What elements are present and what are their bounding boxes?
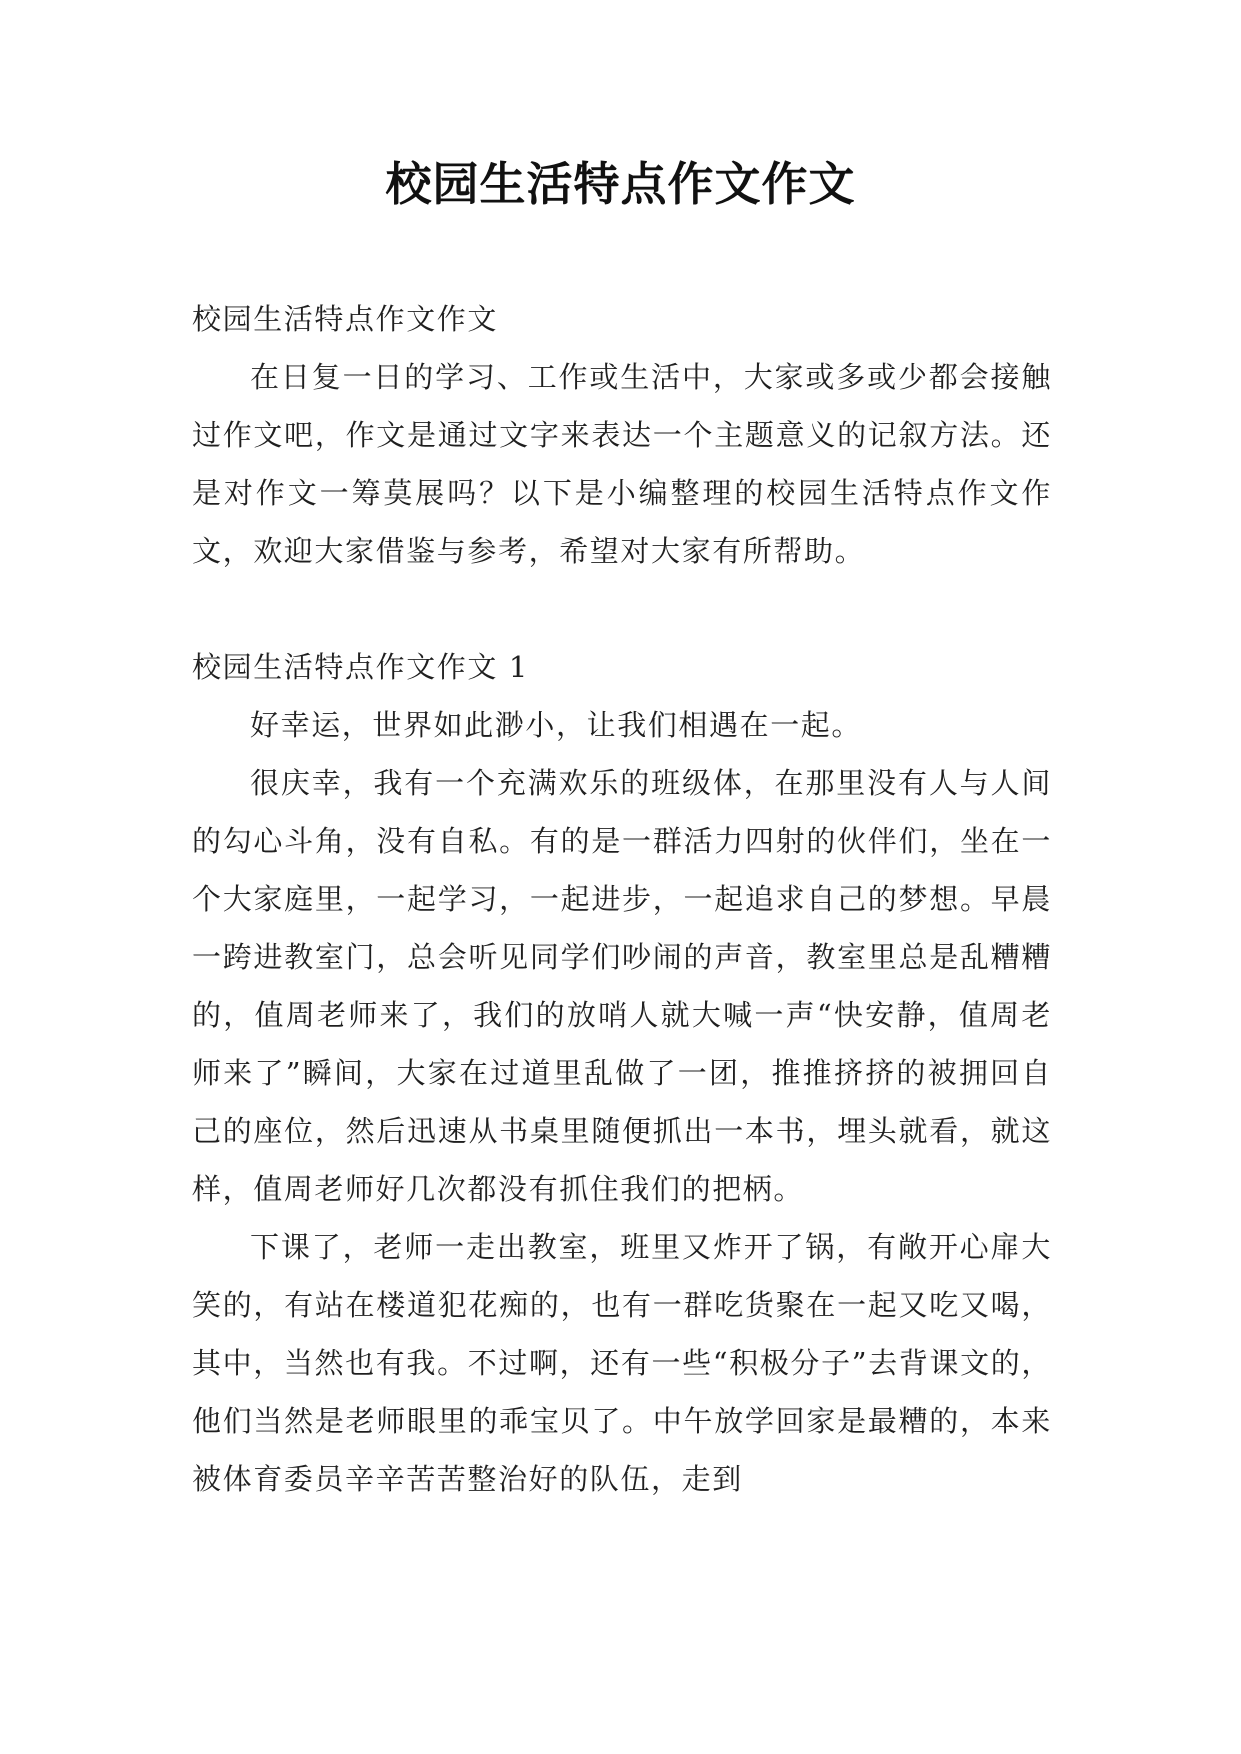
intro-paragraph: 在日复一日的学习、工作或生活中，大家或多或少都会接触过作文吧，作文是通过文字来表达一个主题意义的记叙方法。还是对作文一筹莫展吗？以下是小编整理的校园生活特点作文作文，欢迎大家借鉴与参考，希望对大家有所帮助。	[192, 360, 1052, 568]
intro-heading: 校园生活特点作文作文	[192, 302, 499, 336]
body-paragraph-2: 很庆幸，我有一个充满欢乐的班级体，在那里没有人与人间的勾心斗角，没有自私。有的是一群活力四射的伙伴们，坐在一个大家庭里，一起学习，一起进步，一起追求自己的梦想。早晨一跨进教室门，总会听见同学们吵闹的声音，教室里总是乱糟糟的，值周老师来了，我们的放哨人就大喊一声“快安静，值周老师来了”瞬间，大家在过道里乱做了一团，推推挤挤的被拥回自己的座位，然后迅速从书桌里随便抓出一本书，埋头就看，就这样，值周老师好几次都没有抓住我们的把柄。	[192, 766, 1052, 1206]
body-paragraph-1: 好幸运，世界如此渺小，让我们相遇在一起。	[250, 708, 863, 742]
document-title: 校园生活特点作文作文	[385, 157, 856, 211]
section-heading: 校园生活特点作文作文 1	[192, 650, 529, 684]
body-paragraph-3: 下课了，老师一走出教室，班里又炸开了锅，有敞开心扉大笑的，有站在楼道犯花痴的，也有一群吃货聚在一起又吃又喝，其中，当然也有我。不过啊，还有一些“积极分子”去背课文的，他们当然是老师眼里的乖宝贝了。中午放学回家是最糟的，本来被体育委员辛辛苦苦整治好的队伍，走到	[192, 1230, 1052, 1496]
section-spacer	[192, 580, 1052, 638]
document-body	[192, 290, 1052, 1508]
